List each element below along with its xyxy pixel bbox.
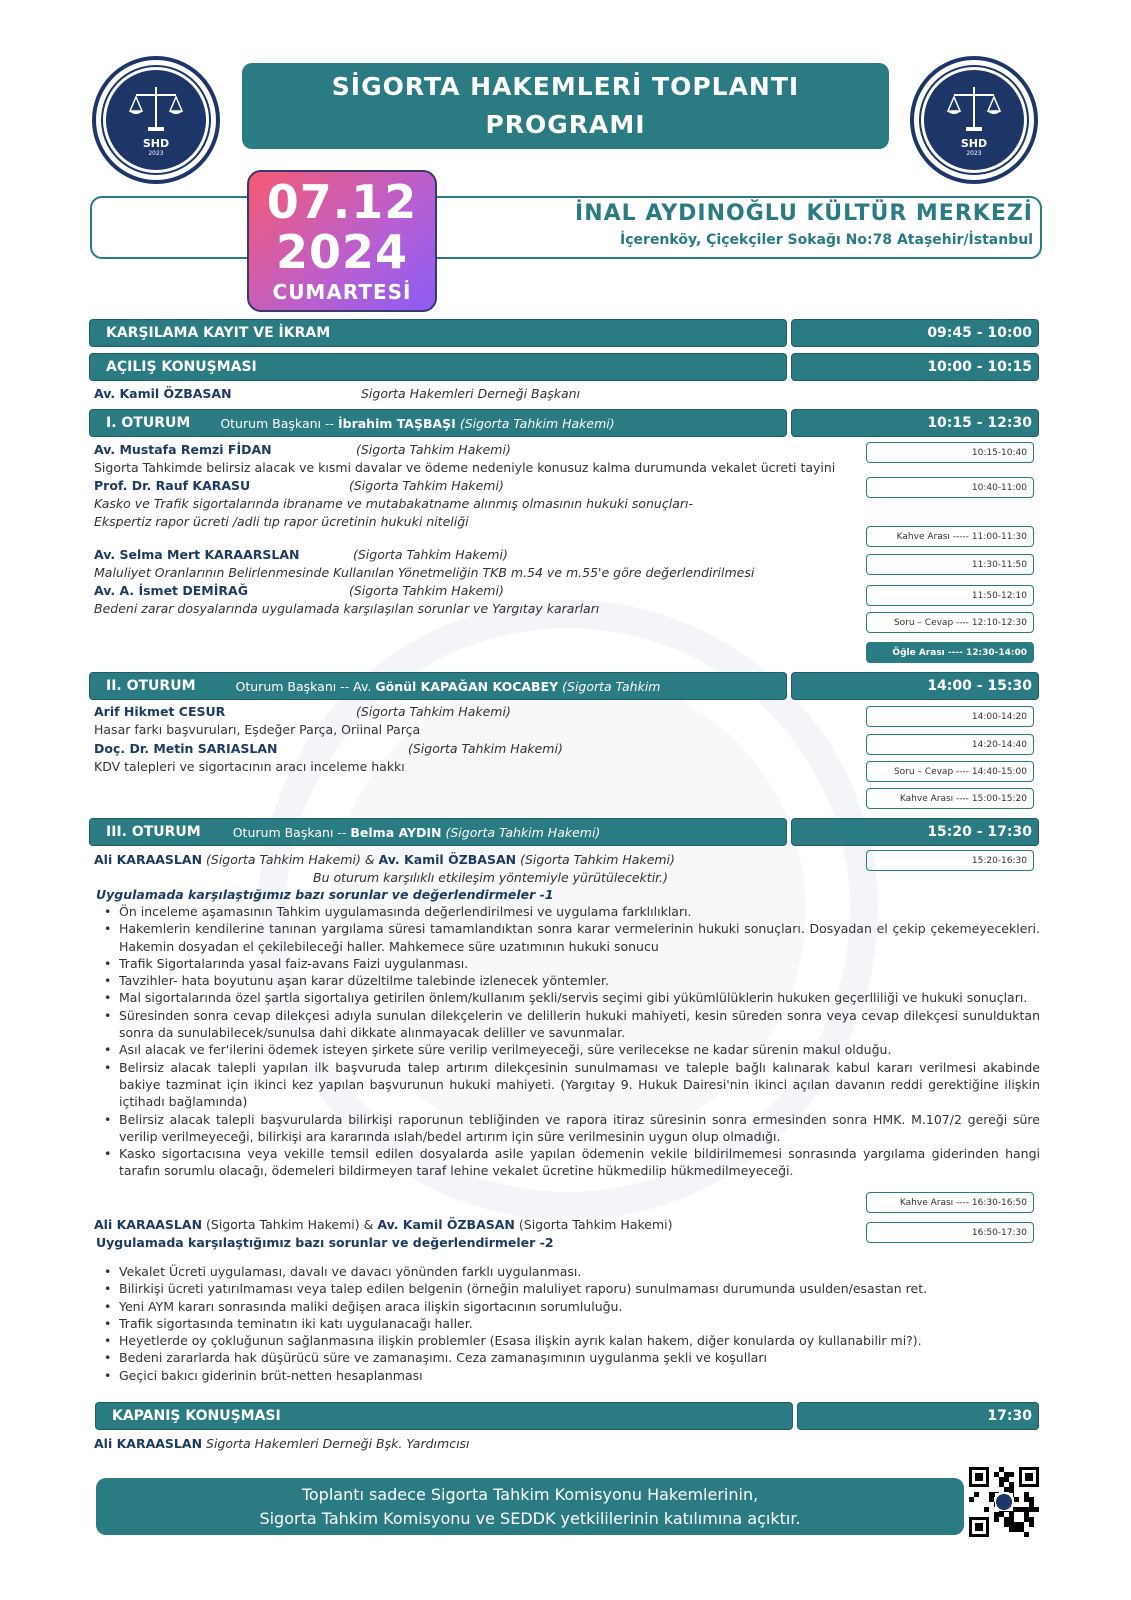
- welcome-time-text: 09:45 - 10:00: [927, 325, 1032, 341]
- s3-part1-speaker-a: Ali KARAASLAN: [94, 852, 203, 867]
- s2-talk1-speaker-name: Arif Hikmet CESUR: [94, 704, 226, 719]
- list-item: • Trafik sigortasında teminatın iki katı uygulanacağı haller.: [98, 1315, 1040, 1332]
- s2-talk2-role: (Sigorta Tahkim Hakemi): [408, 741, 563, 756]
- list-item: • Ön inceleme aşamasının Tahkim uygulamasında değerlendirilmesi ve uygulama farklılıkları.: [98, 903, 1040, 920]
- s3-part2-list: [98, 1263, 1040, 1384]
- welcome-label: KARŞILAMA KAYIT VE İKRAM: [106, 325, 331, 341]
- s3-part1-speaker-b: Av. Kamil ÖZBASAN: [378, 852, 517, 867]
- opening-speaker: [94, 385, 232, 402]
- closing-speaker-name: Ali KARAASLAN: [94, 1436, 203, 1451]
- closing-speaker: [94, 1435, 470, 1452]
- session1-bar: [90, 410, 786, 436]
- s1-talk2-topic2: Ekspertiz rapor ücreti /adli tıp rapor ücretinin hukuki niteliği: [94, 514, 469, 529]
- list-item: • Belirsiz alacak talepli başvurularda bilirkişi raporunun tebliğinden ve rapora itiraz süresinin sonra ermesinden sonra HMK. M.107/2 gereği süre verilip verilmeyeceği, bilirkişi ara kararında ıslah/bedel artırım için süre verilmesinin uygun olup olmadığı.: [98, 1111, 1040, 1146]
- session3-chair-name: Belma AYDIN: [350, 824, 442, 840]
- s3-part1-role-b: (Sigorta Tahkim Hakemi): [516, 852, 675, 867]
- session2-time: [792, 673, 1038, 699]
- s3-slot: 16:50-17:30: [866, 1222, 1034, 1243]
- s3-part1-role-a: (Sigorta Tahkim Hakemi) &: [202, 852, 379, 867]
- s1-talk4-role: (Sigorta Tahkim Hakemi): [349, 583, 504, 598]
- welcome-bar: [90, 320, 786, 346]
- session1-time-text: 10:15 - 12:30: [927, 415, 1032, 431]
- s2-talk2-speaker: [94, 740, 278, 757]
- opening-time: [792, 354, 1038, 380]
- access-notice: [96, 1478, 964, 1535]
- list-item: • Vekalet Ücreti uygulaması, davalı ve davacı yönünden farklı uygulanması.: [98, 1263, 1040, 1280]
- s3-part2-speakers: [94, 1216, 673, 1233]
- date-badge: [247, 170, 437, 312]
- s1-slot-lunch: Öğle Arası ---- 12:30-14:00: [866, 642, 1034, 663]
- page-title: [242, 63, 889, 149]
- session1-chair-prefix: Oturum Başkanı --: [220, 415, 338, 431]
- scales-of-justice-icon: [944, 83, 1004, 135]
- s1-talk3-speaker: [94, 546, 300, 563]
- list-item: • Yeni AYM kararı sonrasında maliki değişen araca ilişkin sigortacının sorumluluğu.: [98, 1298, 1040, 1315]
- s2-slot: 14:00-14:20: [866, 706, 1034, 727]
- s3-part2-speaker-a: Ali KARAASLAN: [94, 1217, 203, 1232]
- s1-talk1-topic: Sigorta Tahkimde belirsiz alacak ve kısmi davalar ve ödeme nedeniyle konusuz kalma durumunda vekalet ücreti tayini: [94, 460, 836, 475]
- opening-speaker-name: Av. Kamil ÖZBASAN: [94, 386, 232, 401]
- s1-slot-coffee: Kahve Arası ----- 11:00-11:30: [866, 526, 1034, 547]
- session1-chair-role: (Sigorta Tahkim Hakemi): [455, 415, 615, 431]
- session3-time-text: 15:20 - 17:30: [927, 824, 1032, 840]
- s3-slot: 15:20-16:30: [866, 850, 1034, 871]
- s2-talk2-topic: KDV talepleri ve sigortacının aracı inceleme hakkı: [94, 759, 405, 774]
- s1-slot: 10:40-11:00: [866, 477, 1034, 498]
- access-notice-line2: Sigorta Tahkim Komisyonu ve SEDDK yetkililerinin katılımına açıktır.: [259, 1508, 801, 1528]
- list-item: • Hakemlerin kendilerine tanınan yargılama süresi tamamlandıktan sonra karar vermelerinin hukuki sonuçları. Dosyadan el çekip çekemeyecekleri. Hakemin dosyadan el çekilebileceği haller. Mahkemece süre uzatımının hukuki sonucu: [98, 920, 1040, 955]
- list-item: • Bedeni zararlarda hak düşürücü süre ve zamanaşımı. Ceza zamanaşımının uygulanma şekli ve koşulları: [98, 1349, 1040, 1366]
- s3-part1-speakers: [94, 851, 675, 868]
- list-item: • Trafik Sigortalarında yasal faiz-avans Faizi uygulanması.: [98, 955, 1040, 972]
- session3-chair-prefix: Oturum Başkanı --: [232, 824, 351, 840]
- logo-year: 2023: [148, 150, 164, 157]
- closing-label: KAPANIŞ KONUŞMASI: [112, 1408, 281, 1424]
- date-year: 2024: [275, 225, 409, 279]
- s3-part2-speaker-b: Av. Kamil ÖZBASAN: [377, 1217, 515, 1232]
- closing-time: [798, 1403, 1038, 1429]
- welcome-time: [792, 320, 1038, 346]
- list-item: • Geçici bakıcı giderinin brüt-netten hesaplanması: [98, 1367, 1040, 1384]
- s1-talk3-speaker-name: Av. Selma Mert KARAARSLAN: [94, 547, 300, 562]
- list-item: • Bilirkişi ücreti yatırılmaması veya talep edilen belgenin (örneğin maluliyet raporu) sunulmaması durumunda usulden/esastan ret.: [98, 1280, 1040, 1297]
- s2-slot: 14:20-14:40: [866, 734, 1034, 755]
- s2-talk1-speaker: [94, 703, 225, 720]
- s1-talk4-topic: Bedeni zarar dosyalarında uygulamada karşılaşılan sorunlar ve Yargıtay kararları: [94, 601, 600, 616]
- list-item: • Belirsiz alacak talepli yapılan ilk başvuruda talep artırım dilekçesinin sunulmaması ve taleple bağlı kalınarak kabul kararı verilmesi akabinde bakiye tazminat için ikinci kez yapılan başvurunun hukuki mahiyeti. (Yargıtay 9. Hukuk Dairesi'nin ikinci açılan davanın reddi gerektiğine ilişkin içtihadı bağlamında): [98, 1059, 1040, 1111]
- s3-part2-heading: Uygulamada karşılaştığımız bazı sorunlar ve değerlendirmeler -2: [96, 1235, 554, 1250]
- session2-chair: [236, 679, 661, 694]
- session1-chair: [220, 416, 614, 431]
- s1-talk4-speaker-name: Av. A. İsmet DEMİRAĞ: [94, 583, 248, 598]
- s1-talk4-speaker: [94, 582, 248, 599]
- s3-part1-heading: Uygulamada karşılaştığımız bazı sorunlar ve değerlendirmeler -1: [96, 887, 554, 902]
- venue-address: İçerenköy, Çiçekçiler Sokağı No:78 Ataşehir/İstanbul: [620, 232, 1033, 248]
- date-weekday: CUMARTESİ: [272, 280, 412, 304]
- s2-slot-coffee: Kahve Arası ---- 15:00-15:20: [866, 788, 1034, 809]
- session3-chair: [233, 825, 601, 840]
- s1-talk2-topic1: Kasko ve Trafik sigortalarında ibraname ve mutabakatname alınmış olmasının hukuki sonuçları-: [94, 496, 693, 511]
- s1-slot: 11:50-12:10: [866, 585, 1034, 606]
- s1-slot: 10:15-10:40: [866, 442, 1034, 463]
- qr-code-icon: [969, 1467, 1039, 1537]
- session2-chair-name: Gönül KAPAĞAN KOCABEY: [375, 678, 559, 694]
- s1-talk1-role: (Sigorta Tahkim Hakemi): [356, 442, 511, 457]
- s3-part2-role-a: (Sigorta Tahkim Hakemi) &: [202, 1217, 378, 1232]
- s2-talk1-topic: Hasar farkı başvuruları, Eşdeğer Parça, Oriinal Parça: [94, 722, 421, 737]
- list-item: • Tavzihler- hata boyutunu aşan karar düzeltilme talebinde izlenecek yöntemler.: [98, 972, 1040, 989]
- closing-time-text: 17:30: [987, 1408, 1032, 1424]
- list-item: • Süresinden sonra cevap dilekçesi adıyla sunulan dilekçelerin ve delillerin hukuki mahiyeti, kesin süreden sonra veya cevap dilekçesi sunulduktan sonra da sunulabilecek/sunulsa dahi dikkate alınmayacak deliller ve savunmalar.: [98, 1007, 1040, 1042]
- access-notice-line1: Toplantı sadece Sigorta Tahkim Komisyonu Hakemlerinin,: [301, 1484, 759, 1504]
- s1-talk2-speaker-name: Prof. Dr. Rauf KARASU: [94, 478, 251, 493]
- s1-talk3-role: (Sigorta Tahkim Hakemi): [353, 547, 508, 562]
- opening-label: AÇILIŞ KONUŞMASI: [106, 359, 257, 375]
- s1-talk1-speaker-name: Av. Mustafa Remzi FİDAN: [94, 442, 272, 457]
- s1-slot-qa: Soru – Cevap ---- 12:10-12:30: [866, 612, 1034, 633]
- session2-time-text: 14:00 - 15:30: [927, 678, 1032, 694]
- session3-time: [792, 819, 1038, 845]
- session3-label: III. OTURUM: [106, 824, 201, 840]
- s3-part1-list: [98, 903, 1040, 1180]
- list-item: • Kasko sigortacısına veya vekille temsil edilen dosyalarda asile yapılan ödemenin vekile bildirilmemesi sonrasında yargılama giderinden hangi tarafın sorumlu olacağı, ödemeleri bildirmeyen taraf lehine vekalet ücretine hükmedilip hükmedilmeyeceği.: [98, 1145, 1040, 1180]
- session2-bar: [90, 673, 786, 699]
- list-item: • Mal sigortalarında özel şartla sigortalıya getirilen önlem/kullanım şekli/servis seçimi gibi yükümlülüklerin hukuken geçerlliliği ve hukuki sonuçları.: [98, 989, 1040, 1006]
- list-item: • Asıl alacak ve fer'ilerini ödemek isteyen şirkete süre verilip verilmeyeceği, süre verilecekse ne kadar sürenin makul olduğu.: [98, 1041, 1040, 1058]
- closing-bar: [96, 1403, 792, 1429]
- title-line-2: PROGRAMI: [485, 110, 646, 139]
- session2-chair-role: (Sigorta Tahkim: [558, 678, 661, 694]
- logo-abbr: SHD: [142, 137, 170, 150]
- opening-role: Sigorta Hakemleri Derneği Başkanı: [361, 386, 581, 401]
- s1-talk2-speaker: [94, 477, 250, 494]
- s2-talk1-role: (Sigorta Tahkim Hakemi): [356, 704, 511, 719]
- list-item: • Heyetlerde oy çokluğunun sağlanmasına ilişkin problemler (Esasa ilişkin ayrık kalan hakem, diğer konularda oy kullanabilir mi?).: [98, 1332, 1040, 1349]
- s3-part2-role-b: (Sigorta Tahkim Hakemi): [514, 1217, 673, 1232]
- session1-chair-name: İbrahim TAŞBAŞI: [337, 415, 456, 431]
- s2-talk2-speaker-name: Doç. Dr. Metin SARIASLAN: [94, 741, 278, 756]
- opening-time-text: 10:00 - 10:15: [927, 359, 1032, 375]
- session1-time: [792, 410, 1038, 436]
- date-day-month: 07.12: [266, 175, 418, 229]
- session3-chair-role: (Sigorta Tahkim Hakemi): [441, 824, 601, 840]
- qr-code[interactable]: [969, 1467, 1039, 1537]
- logo-year: 2023: [966, 150, 982, 157]
- s1-talk1-speaker: [94, 441, 272, 458]
- s2-slot-qa: Soru – Cevap ---- 14:40-15:00: [866, 761, 1034, 782]
- opening-bar: [90, 354, 786, 380]
- s1-talk3-topic: Maluliyet Oranlarının Belirlenmesinde Kullanılan Yönetmeliğin TKB m.54 ve m.55'e göre değerlendirilmesi: [94, 565, 755, 580]
- shd-logo-left: [92, 56, 220, 184]
- session2-label: II. OTURUM: [106, 678, 196, 694]
- session2-chair-prefix: Oturum Başkanı -- Av.: [235, 678, 376, 694]
- shd-logo-right: [910, 56, 1038, 184]
- s3-slot-coffee: Kahve Arası ---- 16:30-16:50: [866, 1192, 1034, 1213]
- s1-slot: 11:30-11:50: [866, 554, 1034, 575]
- scales-of-justice-icon: [126, 83, 186, 135]
- venue-name: İNAL AYDINOĞLU KÜLTÜR MERKEZİ: [575, 201, 1033, 226]
- closing-speaker-role: Sigorta Hakemleri Derneği Bşk. Yardımcısı: [202, 1436, 470, 1451]
- title-line-1: SİGORTA HAKEMLERİ TOPLANTI: [331, 72, 800, 101]
- session3-bar: [90, 819, 786, 845]
- session1-label: I. OTURUM: [106, 415, 191, 431]
- logo-abbr: SHD: [960, 137, 988, 150]
- s1-talk2-role: (Sigorta Tahkim Hakemi): [349, 478, 504, 493]
- s3-part1-note: Bu oturum karşılıklı etkileşim yöntemiyle yürütülecektir.): [313, 870, 669, 885]
